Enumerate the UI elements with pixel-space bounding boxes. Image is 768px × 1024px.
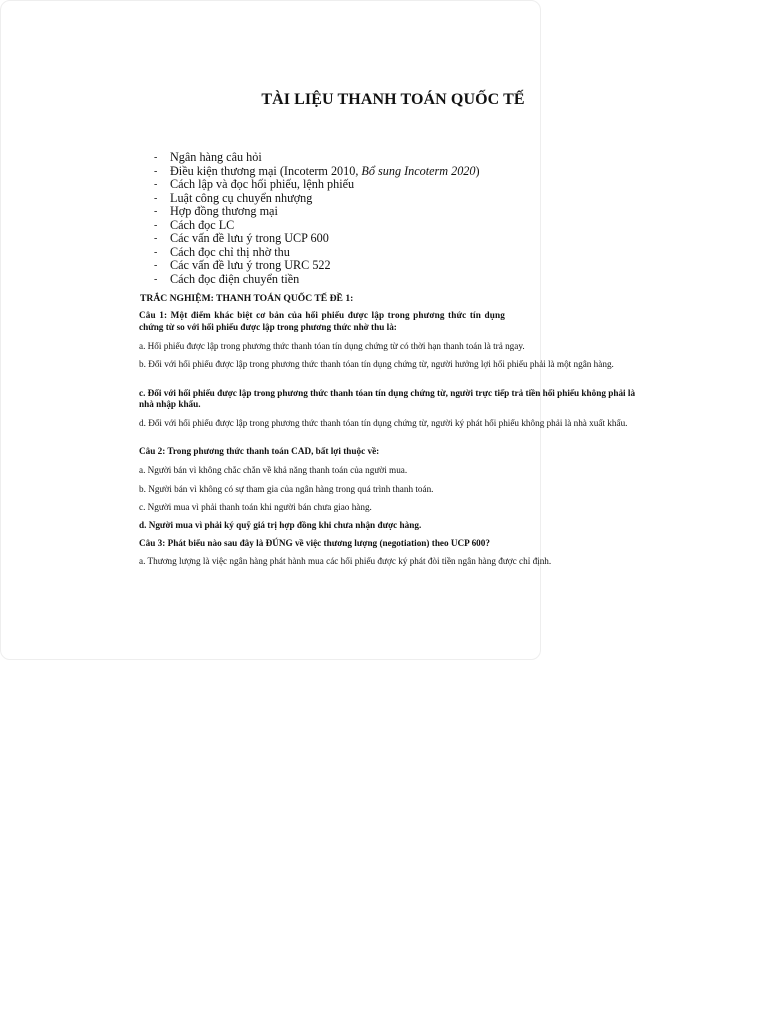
question-1-option-d: d. Đối với hối phiếu được lập trong phương thức thanh tóan tín dụng chứng từ, người ký phát hối phiếu không phải là nhà xuất khẩu. bbox=[139, 418, 628, 428]
bullet-marker: - bbox=[154, 219, 158, 231]
toc-item: - Các vấn đề lưu ý trong UCP 600 bbox=[154, 231, 329, 245]
toc-item: - Điều kiện thương mại (Incoterm 2010, Bổ sung Incoterm 2020) bbox=[154, 163, 480, 178]
bullet-marker: - bbox=[154, 192, 158, 204]
toc-item: - Các vấn đề lưu ý trong URC 522 bbox=[154, 258, 331, 272]
question-2: Câu 2: Trong phương thức thanh toán CAD, bất lợi thuộc về: bbox=[139, 446, 380, 456]
bullet-marker: - bbox=[154, 152, 158, 163]
question-3: Câu 3: Phát biểu nào sau đây là ĐÚNG về việc thương lượng (negotiation) theo UCP 600? bbox=[139, 538, 490, 548]
bullet-marker: - bbox=[154, 273, 158, 285]
question-2-option-d: d. Người mua vì phải ký quỹ giá trị hợp đồng khi chưa nhận được hàng. bbox=[139, 520, 422, 530]
bullet-marker: - bbox=[154, 233, 158, 244]
question-1-option-c: c. Đối với hối phiếu được lập trong phương thức thanh tóan tín dụng chứng từ, người trực tiếp trả tiền hối phiếu không phải là nhà nhập khẩu. bbox=[139, 388, 636, 409]
toc-item: - Cách lập và đọc hối phiếu, lệnh phiếu bbox=[154, 177, 355, 191]
document-title: TÀI LIỆU THANH TOÁN QUỐC TẾ bbox=[261, 91, 525, 108]
table-of-contents bbox=[154, 151, 480, 286]
toc-item: - Ngân hàng câu hỏi bbox=[154, 150, 262, 164]
toc-item: - Cách đọc LC bbox=[154, 217, 235, 232]
question-2-option-c: c. Người mua vì phải thanh toán khi người bán chưa giao hàng. bbox=[139, 502, 372, 512]
question-2-option-b: b. Người bán vì không có sự tham gia của ngân hàng trong quá trình thanh toán. bbox=[139, 484, 434, 494]
question-1-line-1: Câu 1: Một điểm khác biệt cơ bản của hối phiếu được lập trong phương thức tín dụng bbox=[139, 310, 505, 320]
question-1-option-a: a. Hối phiếu được lập trong phương thức thanh tóan tín dụng chứng từ có thời hạn thanh toán là trả ngay. bbox=[139, 341, 525, 351]
toc-item: - Cách đọc điện chuyển tiền bbox=[154, 271, 300, 286]
bullet-marker: - bbox=[154, 246, 158, 258]
bullet-marker: - bbox=[154, 260, 158, 271]
toc-item: - Hợp đồng thương mại bbox=[154, 204, 278, 218]
section-heading: TRẮC NGHIỆM: THANH TOÁN QUỐC TẾ ĐỀ 1: bbox=[140, 293, 354, 304]
question-2-option-a: a. Người bán vì không chắc chắn về khả năng thanh toán của người mua. bbox=[139, 465, 408, 475]
bullet-marker: - bbox=[154, 165, 158, 177]
question-1-line-2: chứng từ so với hối phiếu được lập trong phương thức nhờ thu là: bbox=[139, 322, 397, 332]
question-1-option-b: b. Đối với hối phiếu được lập trong phương thức thanh tóan tín dụng chứng từ, người hưởng lợi hối phiếu phải là một ngân hàng. bbox=[139, 359, 614, 369]
toc-item: - Luật công cụ chuyển nhượng bbox=[154, 190, 313, 205]
bullet-marker: - bbox=[154, 206, 158, 217]
bullet-marker: - bbox=[154, 179, 158, 190]
question-3-option-a: a. Thương lượng là việc ngân hàng phát hành mua các hối phiếu được ký phát đòi tiền ngân hàng được chỉ định. bbox=[139, 556, 552, 566]
toc-item: - Cách đọc chỉ thị nhờ thu bbox=[154, 244, 290, 259]
